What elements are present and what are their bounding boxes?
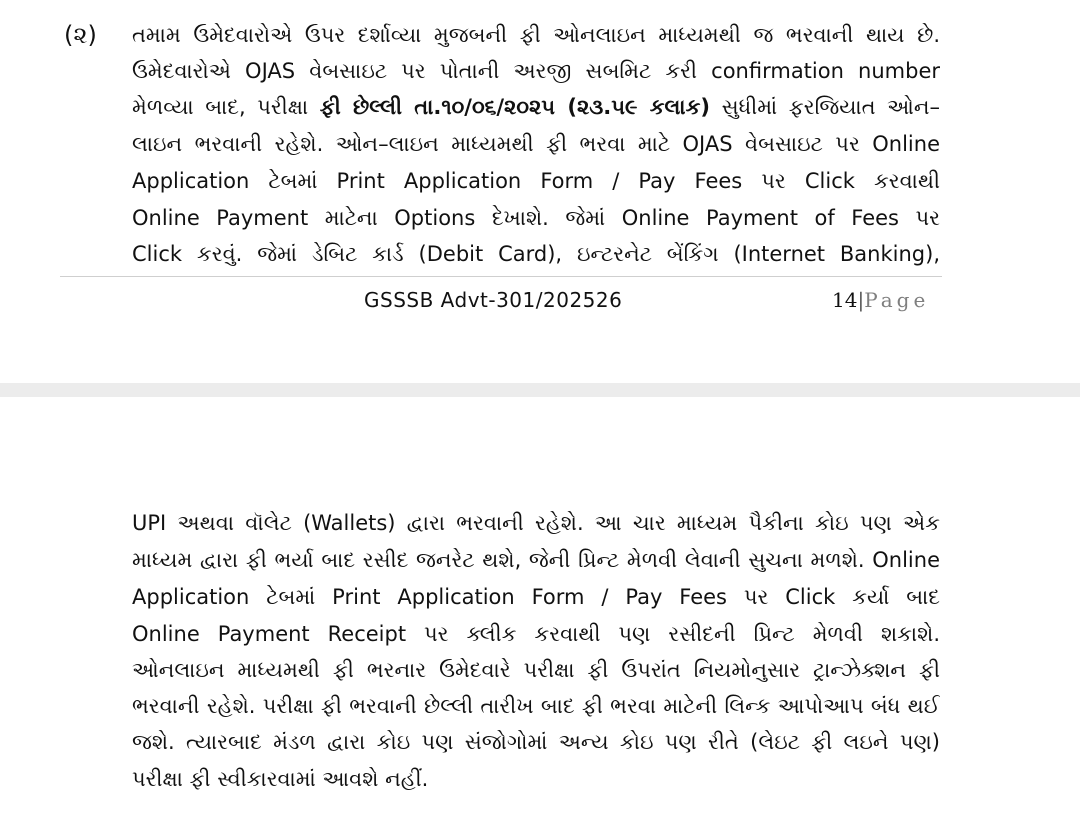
line-text: મેળવ્યા બાદ, પરીક્ષા	[132, 95, 320, 119]
footer-page-number	[832, 285, 929, 315]
paragraph-line: Application ટેબમાં Print Application Form / Pay Fees પર Click કર્યા બાદ	[132, 585, 940, 609]
paragraph-line: ભરવાની રહેશે. પરીક્ષા ફી ભરવાની છેલ્લી તારીખ બાદ ફી ભરવા માટેની લિન્ક આપોઆપ બંધ થઈ	[132, 694, 940, 718]
footer-divider	[60, 276, 942, 277]
paragraph-line: લાઇન ભરવાની રહેશે. ઓન–લાઇન માધ્યમથી ફી ભરવા માટે OJAS વેબસાઇટ પર Online	[132, 132, 940, 156]
page-number-separator: |	[857, 288, 865, 312]
page-label: Page	[864, 288, 930, 312]
page-break-gap	[0, 383, 1080, 397]
paragraph-line-last: પરીક્ષા ફી સ્વીકારવામાં આવશે નહીં.	[132, 767, 429, 791]
page-number-value: 14	[832, 288, 858, 312]
paragraph-number: (૨)	[64, 21, 97, 49]
paragraph-line: જશે. ત્યારબાદ મંડળ દ્વારા કોઇ પણ સંજોગોમાં અન્ય કોઇ પણ રીતે (લેઇટ ફી લઇને પણ)	[132, 730, 940, 754]
footer-advertisement-number: GSSSB Advt-301/202526	[364, 288, 623, 312]
paragraph-line: Online Payment Receipt પર ક્લીક કરવાથી પણ રસીદની પ્રિન્ટ મેળવી શકાશે.	[132, 622, 940, 646]
paragraph-line: ઓનલાઇન માધ્યમથી ફી ભરનાર ઉમેદવારે પરીક્ષા ફી ઉપરાંત નિયમોનુસાર ટ્રાન્ઝેક્શન ફી	[132, 658, 940, 682]
paragraph-line: Click કરવું. જેમાં ડેબિટ કાર્ડ (Debit Card), ઇન્ટરનેટ બેંકિંગ (Internet Banking),	[132, 242, 940, 266]
paragraph-line: UPI અથવા વૉલેટ (Wallets) દ્વારા ભરવાની રહેશે. આ ચાર માધ્યમ પૈકીના કોઇ પણ એક	[132, 511, 940, 535]
paragraph-line: માધ્યમ દ્વારા ફી ભર્યા બાદ રસીદ જનરેટ થશે, જેની પ્રિન્ટ મેળવી લેવાની સુચના મળશે. Online	[132, 548, 940, 572]
document-page-15	[0, 397, 1080, 816]
fee-deadline-bold: ફી છેલ્લી તા.૧૦/૦૬/૨૦૨૫ (૨૩.૫૯ કલાક)	[319, 95, 710, 119]
paragraph-line: Application ટેબમાં Print Application Form / Pay Fees પર Click કરવાથી	[132, 169, 940, 193]
line-text: સુધીમાં ફરજિયાત ઓન–	[710, 95, 940, 119]
paragraph-line: ઉમેદવારોએ OJAS વેબસાઇટ પર પોતાની અરજી સબમિટ કરી confirmation number	[132, 59, 940, 83]
document-page-14	[0, 0, 1080, 383]
paragraph-line-deadline	[132, 90, 940, 124]
paragraph-line: Online Payment માટેના Options દેખાશે. જેમાં Online Payment of Fees પર	[132, 206, 940, 230]
paragraph-line: તમામ ઉમેદવારોએ ઉપર દર્શાવ્યા મુજબની ફી ઓનલાઇન માધ્યમથી જ ભરવાની થાય છે.	[132, 23, 940, 47]
